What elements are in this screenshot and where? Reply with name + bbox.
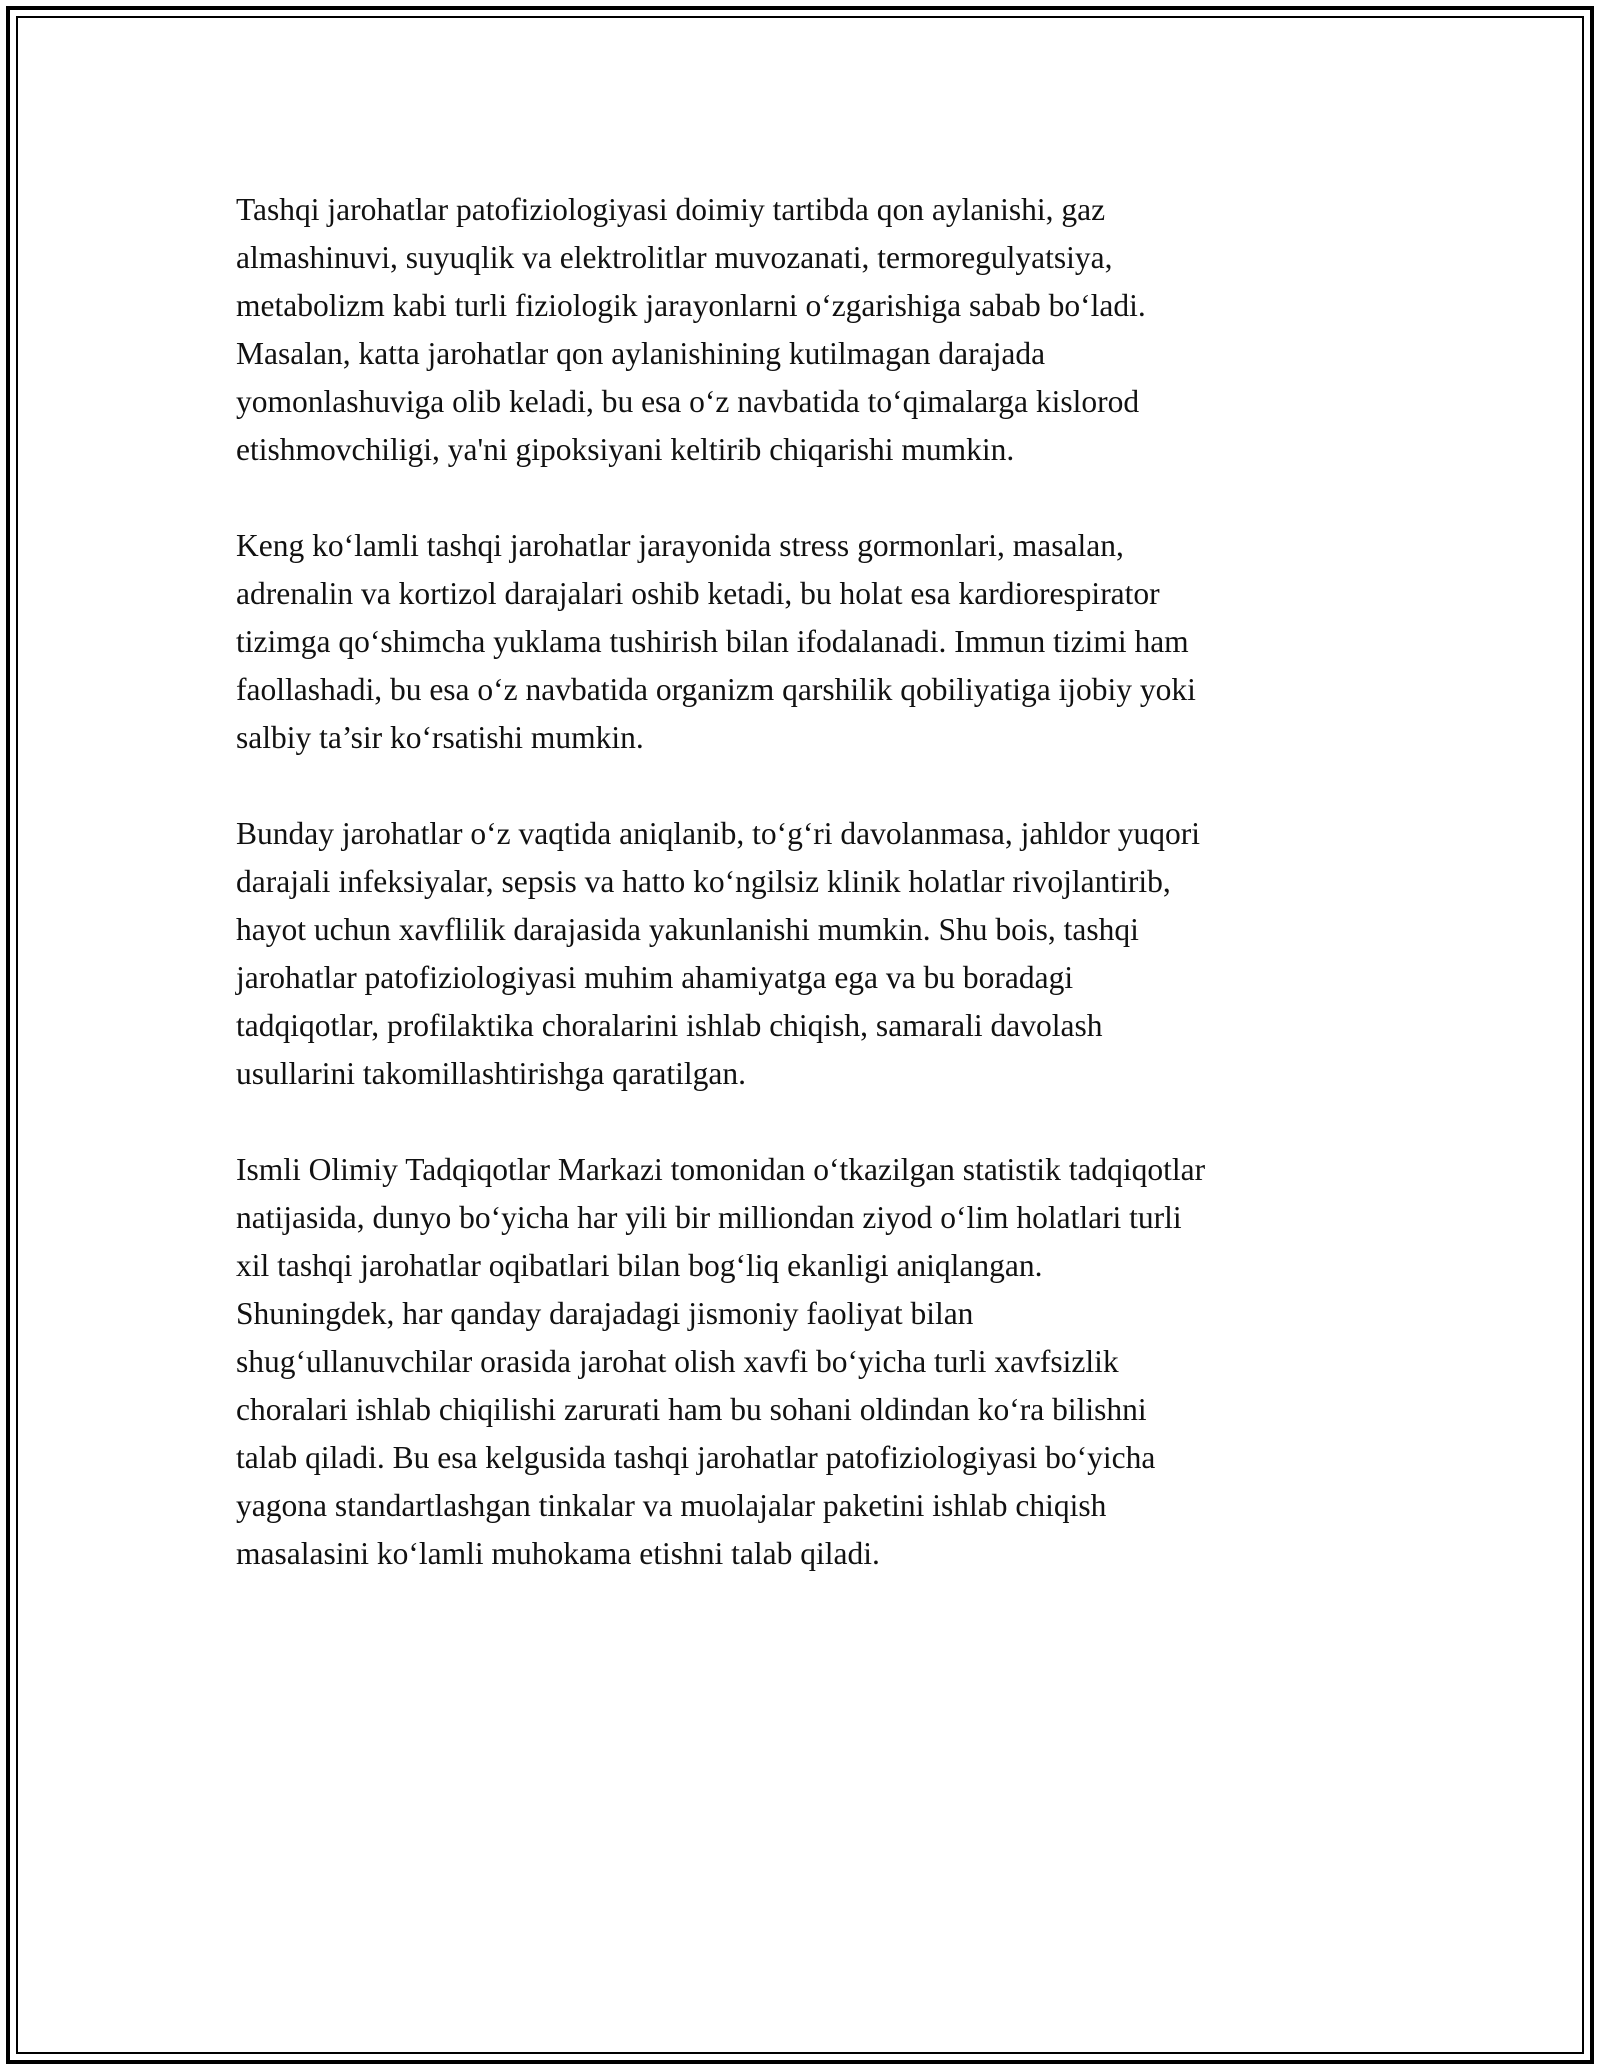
paragraph-line: tadqiqotlar, profilaktika choralarini ishlab chiqish, samarali davolash [236,1008,1103,1043]
paragraph-3 [236,810,1376,1098]
document-body [236,186,1376,1626]
paragraph-4 [236,1146,1376,1578]
paragraph-line: almashinuvi, suyuqlik va elektrolitlar muvozanati, termoregulyatsiya, [236,240,1113,275]
paragraph-line: talab qiladi. Bu esa kelgusida tashqi jarohatlar patofiziologiyasi bo‘yicha [236,1440,1156,1475]
paragraph-line: shug‘ullanuvchilar orasida jarohat olish xavfi bo‘yicha turli xavfsizlik [236,1344,1119,1379]
paragraph-line: jarohatlar patofiziologiyasi muhim ahamiyatga ega va bu boradagi [236,960,1074,995]
paragraph-line: Ismli Olimiy Tadqiqotlar Markazi tomonidan o‘tkazilgan statistik tadqiqotlar [236,1152,1206,1187]
paragraph-line: natijasida, dunyo bo‘yicha har yili bir milliondan ziyod o‘lim holatlari turli [236,1200,1182,1235]
paragraph-line: Tashqi jarohatlar patofiziologiyasi doimiy tartibda qon aylanishi, gaz [236,192,1106,227]
paragraph-line: xil tashqi jarohatlar oqibatlari bilan bog‘liq ekanligi aniqlangan. [236,1248,1043,1283]
paragraph-line: yomonlashuviga olib keladi, bu esa o‘z navbatida to‘qimalarga kislorod [236,384,1140,419]
paragraph-line: etishmovchiligi, ya'ni gipoksiyani keltirib chiqarishi mumkin. [236,432,1015,467]
paragraph-line: metabolizm kabi turli fiziologik jarayonlarni o‘zgarishiga sabab bo‘ladi. [236,288,1146,323]
paragraph-line: darajali infeksiyalar, sepsis va hatto ko‘ngilsiz klinik holatlar rivojlantirib, [236,864,1171,899]
paragraph-line: usullarini takomillashtirishga qaratilgan. [236,1056,747,1091]
paragraph-line: Keng ko‘lamli tashqi jarohatlar jarayonida stress gormonlari, masalan, [236,528,1124,563]
paragraph-line: Masalan, katta jarohatlar qon aylanishining kutilmagan darajada [236,336,1046,371]
paragraph-line: choralari ishlab chiqilishi zarurati ham bu sohani oldindan ko‘ra bilishni [236,1392,1147,1427]
paragraph-line: salbiy ta’sir ko‘rsatishi mumkin. [236,720,644,755]
paragraph-line: masalasini ko‘lamli muhokama etishni talab qiladi. [236,1536,880,1571]
paragraph-line: faollashadi, bu esa o‘z navbatida organizm qarshilik qobiliyatiga ijobiy yoki [236,672,1196,707]
paragraph-line: Shuningdek, har qanday darajadagi jismoniy faoliyat bilan [236,1296,974,1331]
paragraph-line: yagona standartlashgan tinkalar va muolajalar paketini ishlab chiqish [236,1488,1107,1523]
paragraph-line: adrenalin va kortizol darajalari oshib ketadi, bu holat esa kardiorespirator [236,576,1160,611]
paragraph-line: tizimga qo‘shimcha yuklama tushirish bilan ifodalanadi. Immun tizimi ham [236,624,1189,659]
paragraph-line: Bunday jarohatlar o‘z vaqtida aniqlanib, to‘g‘ri davolanmasa, jahldor yuqori [236,816,1200,851]
paragraph-1 [236,186,1376,474]
paragraph-line: hayot uchun xavflilik darajasida yakunlanishi mumkin. Shu bois, tashqi [236,912,1139,947]
paragraph-2 [236,522,1376,762]
